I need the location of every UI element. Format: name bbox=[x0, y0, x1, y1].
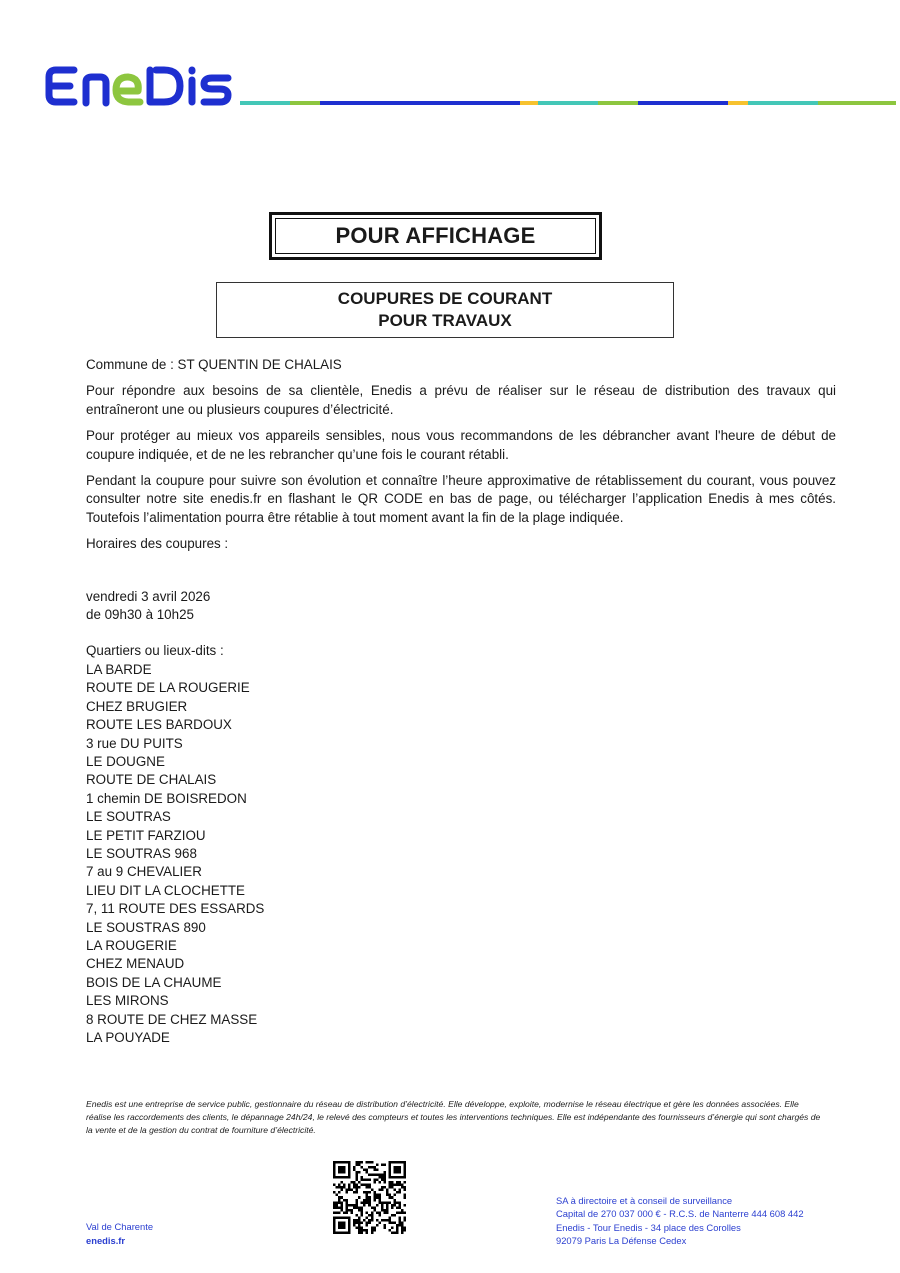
footer-region: Val de Charente bbox=[86, 1221, 154, 1232]
list-item: CHEZ BRUGIER bbox=[86, 698, 188, 714]
legal-line: 92079 Paris La Défense Cedex bbox=[556, 1235, 687, 1247]
list-item: 7, 11 ROUTE DES ESSARDS bbox=[86, 901, 265, 917]
list-item: LES MIRONS bbox=[86, 993, 169, 1009]
list-item: 8 ROUTE DE CHEZ MASSE bbox=[86, 1011, 258, 1027]
list-item: LE SOUSTRAS 890 bbox=[86, 919, 206, 935]
intro-paragraph-1: Pour répondre aux besoins de sa clientèle, Enedis a prévu de réaliser sur le réseau de distribution des travaux qui entraîneront une ou plusieurs coupures d’électricité. bbox=[86, 383, 836, 417]
legal-line: Enedis - Tour Enedis - 34 place des Corolles bbox=[556, 1221, 741, 1233]
legal-line: SA à directoire et à conseil de surveillance bbox=[556, 1195, 733, 1206]
notice-subtitle-box bbox=[216, 282, 674, 338]
footer-legal bbox=[556, 1194, 804, 1248]
footer-left bbox=[86, 1220, 153, 1247]
list-item: LE PETIT FARZIOU bbox=[86, 827, 206, 843]
list-item: LA BARDE bbox=[86, 661, 152, 677]
list-item: LE SOUTRAS 968 bbox=[86, 845, 197, 861]
horaires-label: Horaires des coupures : bbox=[86, 536, 229, 552]
list-item: 7 au 9 CHEVALIER bbox=[86, 864, 202, 880]
notice-body bbox=[86, 356, 836, 1047]
subtitle-line-2: POUR TRAVAUX bbox=[378, 311, 512, 330]
list-item: ROUTE LES BARDOUX bbox=[86, 717, 232, 733]
places-block bbox=[86, 642, 836, 1047]
places-label: Quartiers ou lieux-dits : bbox=[86, 643, 224, 659]
list-item: LE SOUTRAS bbox=[86, 809, 171, 825]
list-item: LE DOUGNE bbox=[86, 753, 165, 769]
list-item: ROUTE DE CHALAIS bbox=[86, 772, 217, 788]
list-item: BOIS DE LA CHAUME bbox=[86, 974, 222, 990]
list-item: 3 rue DU PUITS bbox=[86, 735, 183, 751]
brand-color-line bbox=[240, 101, 896, 105]
list-item: LA ROUGERIE bbox=[86, 937, 177, 953]
footer-site-link[interactable]: enedis.fr bbox=[86, 1234, 126, 1246]
subtitle-line-1: COUPURES DE COURANT bbox=[337, 289, 553, 308]
company-disclaimer: Enedis est une entreprise de service public, gestionnaire du réseau de distribution d’électricité. Elle développe, exploite, modernise le réseau électrique et gère les données associées. Elle réalise les raccordements des clients, le dépannage 24h/24, le relevé des compteurs et toutes les interventions techniques. Elle est indépendante des fournisseurs d’énergie qui sont chargés de la vente et de la gestion du contrat de fourniture d’électricité. bbox=[86, 1099, 821, 1135]
outage-time: de 09h30 à 10h25 bbox=[86, 607, 194, 623]
enedis-logo bbox=[44, 64, 234, 108]
list-item: ROUTE DE LA ROUGERIE bbox=[86, 680, 250, 696]
intro-paragraph-3: Pendant la coupure pour suivre son évolution et connaître l’heure approximative de rétablissement du courant, vous pouvez consulter notre site enedis.fr en flashant le QR CODE en bas de page, ou télécharger l’application Enedis à mes côtés. Toutefois l’alimentation pourra être rétablie à tout moment avant la fin de la plage indiquée. bbox=[86, 473, 836, 525]
intro-paragraph-2: Pour protéger au mieux vos appareils sensibles, nous vous recommandons de les débrancher avant l'heure de début de coupure indiquée, et de ne les rebrancher qu’une fois le courant rétabli. bbox=[86, 428, 836, 462]
page-title: POUR AFFICHAGE bbox=[275, 218, 596, 254]
list-item: 1 chemin DE BOISREDON bbox=[86, 790, 247, 806]
commune-line: Commune de : ST QUENTIN DE CHALAIS bbox=[86, 357, 342, 372]
legal-line: Capital de 270 037 000 € - R.C.S. de Nanterre 444 608 442 bbox=[556, 1208, 804, 1220]
list-item: LIEU DIT LA CLOCHETTE bbox=[86, 882, 245, 898]
list-item: LA POUYADE bbox=[86, 1030, 170, 1045]
outage-date: vendredi 3 avril 2026 bbox=[86, 588, 211, 604]
list-item: CHEZ MENAUD bbox=[86, 956, 185, 972]
pour-affichage-box bbox=[269, 212, 602, 260]
schedule-block bbox=[86, 588, 836, 625]
qr-code-icon[interactable] bbox=[333, 1161, 406, 1234]
